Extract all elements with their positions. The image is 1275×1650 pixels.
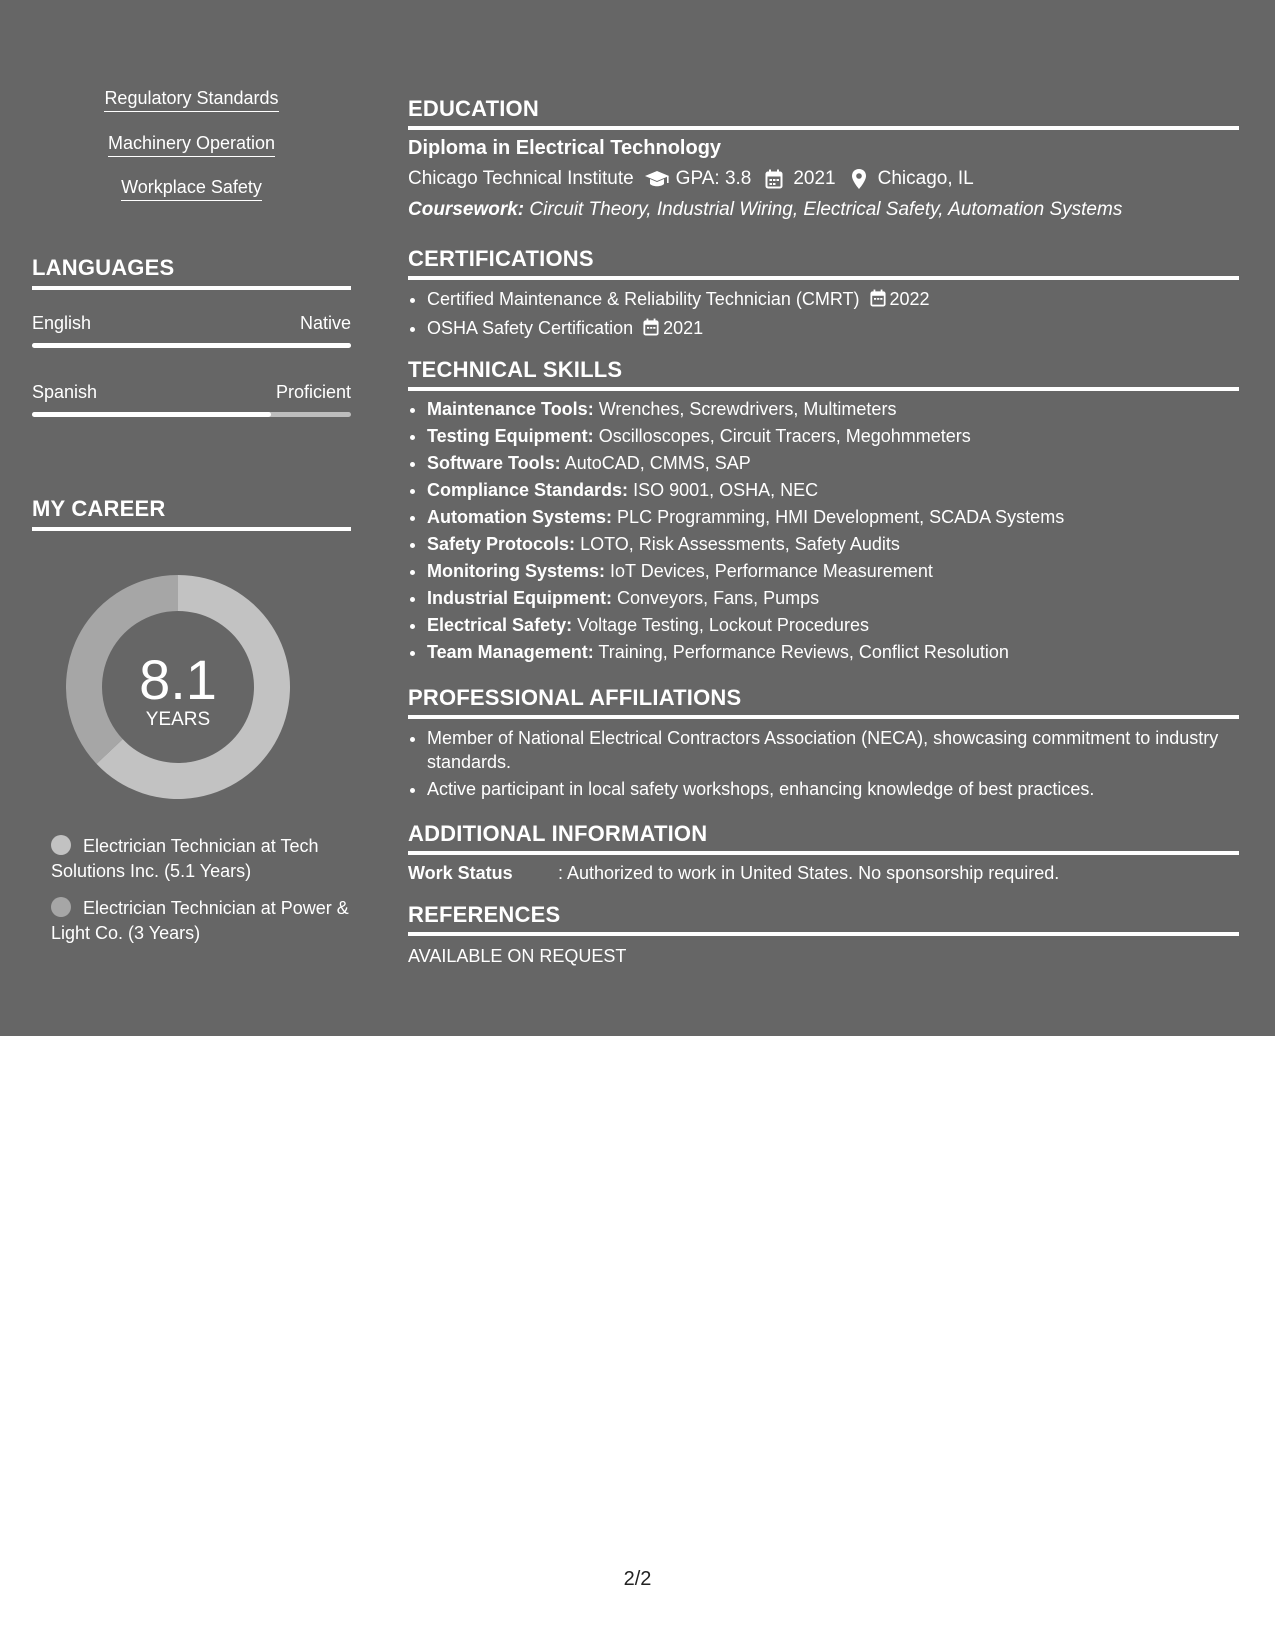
language-proficiency-bar xyxy=(32,412,351,417)
language-level: Proficient xyxy=(275,382,351,402)
skill-category: Automation Systems: xyxy=(427,507,613,527)
languages-divider xyxy=(32,286,351,290)
affiliation-item: • Active participant in local safety workshops, enhancing knowledge of best practices. xyxy=(427,777,1239,801)
technical-skills-list xyxy=(408,396,1239,666)
career-divider xyxy=(32,527,351,531)
language-proficiency-fill xyxy=(32,343,351,348)
career-total-unit: YEARS xyxy=(145,709,211,730)
work-status-row xyxy=(408,863,1239,884)
skill-category: Software Tools: xyxy=(427,453,561,473)
certification-year: 2021 xyxy=(663,318,704,338)
skill-item xyxy=(427,612,1239,639)
certification-item xyxy=(427,315,1239,344)
skill-item xyxy=(427,585,1239,612)
skill-item xyxy=(427,531,1239,558)
coursework-list: Circuit Theory, Industrial Wiring, Electrical Safety, Automation Systems xyxy=(529,199,1123,220)
graduation-year: 2021 xyxy=(793,168,836,189)
career-legend-dot xyxy=(51,835,71,855)
references-text: AVAILABLE ON REQUEST xyxy=(408,946,627,966)
career-heading: MY CAREER xyxy=(32,496,166,521)
education-heading: EDUCATION xyxy=(408,96,539,121)
skill-item xyxy=(427,558,1239,585)
career-legend-dot xyxy=(51,897,71,917)
technical-skills-divider xyxy=(408,387,1239,391)
certification-name: OSHA Safety Certification xyxy=(427,318,634,338)
calendar-icon xyxy=(870,288,886,315)
skill-category: Testing Equipment: xyxy=(427,426,594,446)
gpa: GPA: 3.8 xyxy=(675,168,752,189)
skill-label: Regulatory Standards xyxy=(104,88,278,112)
skill-category: Industrial Equipment: xyxy=(427,588,613,608)
coursework xyxy=(408,199,1239,221)
skill-item xyxy=(427,396,1239,423)
additional-info-divider xyxy=(408,851,1239,855)
skill-values: Training, Performance Reviews, Conflict Resolution xyxy=(598,642,1009,662)
languages-heading: LANGUAGES xyxy=(32,255,175,280)
skill-link[interactable] xyxy=(32,88,351,112)
work-status-value: : Authorized to work in United States. No sponsorship required. xyxy=(558,863,1060,883)
language-proficiency-bar xyxy=(32,343,351,348)
affiliations-heading: PROFESSIONAL AFFILIATIONS xyxy=(408,685,742,710)
degree-title: Diploma in Electrical Technology xyxy=(408,137,722,159)
skill-values: Oscilloscopes, Circuit Tracers, Megohmmeters xyxy=(598,426,971,446)
certifications-heading: CERTIFICATIONS xyxy=(408,246,594,271)
skill-values: Wrenches, Screwdrivers, Multimeters xyxy=(598,399,897,419)
education-details xyxy=(408,168,1239,190)
school-location: Chicago, IL xyxy=(877,168,974,189)
map-pin-icon xyxy=(844,168,874,190)
skill-item xyxy=(427,477,1239,504)
skill-label: Machinery Operation xyxy=(108,133,275,157)
page-number: 2/2 xyxy=(623,1568,652,1590)
career-item-text: Electrician Technician at Power & Light Co. (3 Years) xyxy=(51,898,349,943)
additional-info-heading: ADDITIONAL INFORMATION xyxy=(408,821,708,846)
skill-label: Workplace Safety xyxy=(121,177,262,201)
certifications-list xyxy=(408,286,1239,344)
calendar-icon xyxy=(759,169,789,189)
work-status-label: Work Status xyxy=(408,863,513,883)
coursework-label: Coursework: xyxy=(408,199,525,220)
skill-item xyxy=(427,423,1239,450)
language-proficiency-fill xyxy=(32,412,271,417)
skill-values: IoT Devices, Performance Measurement xyxy=(610,561,933,581)
skill-category: Team Management: xyxy=(427,642,594,662)
certification-item xyxy=(427,286,1239,315)
references-divider xyxy=(408,932,1239,936)
career-donut-chart xyxy=(66,575,290,799)
affiliations-divider xyxy=(408,715,1239,719)
skill-values: LOTO, Risk Assessments, Safety Audits xyxy=(580,534,900,554)
certification-name: Certified Maintenance & Reliability Technician (CMRT) xyxy=(427,289,860,309)
skill-category: Electrical Safety: xyxy=(427,615,573,635)
skill-item xyxy=(427,504,1239,531)
calendar-icon xyxy=(643,317,659,344)
skill-values: PLC Programming, HMI Development, SCADA Systems xyxy=(617,507,1065,527)
career-item xyxy=(51,834,351,884)
career-item-text: Electrician Technician at Tech Solutions Inc. (5.1 Years) xyxy=(51,836,319,881)
certification-year: 2022 xyxy=(889,289,930,309)
career-total-years: 8.1 xyxy=(139,648,217,711)
affiliations-list xyxy=(408,726,1239,804)
skill-category: Monitoring Systems: xyxy=(427,561,606,581)
graduation-cap-icon xyxy=(642,169,672,189)
certifications-divider xyxy=(408,276,1239,280)
technical-skills-heading: TECHNICAL SKILLS xyxy=(408,357,623,382)
language-level: Native xyxy=(299,313,351,333)
references-heading: REFERENCES xyxy=(408,902,561,927)
skill-item xyxy=(427,639,1239,666)
language-name: English xyxy=(32,313,92,333)
skill-category: Compliance Standards: xyxy=(427,480,629,500)
skill-values: ISO 9001, OSHA, NEC xyxy=(633,480,819,500)
skill-values: AutoCAD, CMMS, SAP xyxy=(564,453,751,473)
skill-category: Maintenance Tools: xyxy=(427,399,594,419)
skill-values: Conveyors, Fans, Pumps xyxy=(617,588,820,608)
skill-values: Voltage Testing, Lockout Procedures xyxy=(577,615,869,635)
career-item xyxy=(51,896,351,946)
skill-link[interactable] xyxy=(32,133,351,157)
skill-link[interactable] xyxy=(32,177,351,201)
affiliation-item: • Member of National Electrical Contractors Association (NECA), showcasing commitment to industry standards. xyxy=(427,726,1239,774)
skill-item xyxy=(427,450,1239,477)
education-divider xyxy=(408,126,1239,130)
school-name: Chicago Technical Institute xyxy=(408,168,634,189)
language-name: Spanish xyxy=(32,382,98,402)
skill-category: Safety Protocols: xyxy=(427,534,576,554)
